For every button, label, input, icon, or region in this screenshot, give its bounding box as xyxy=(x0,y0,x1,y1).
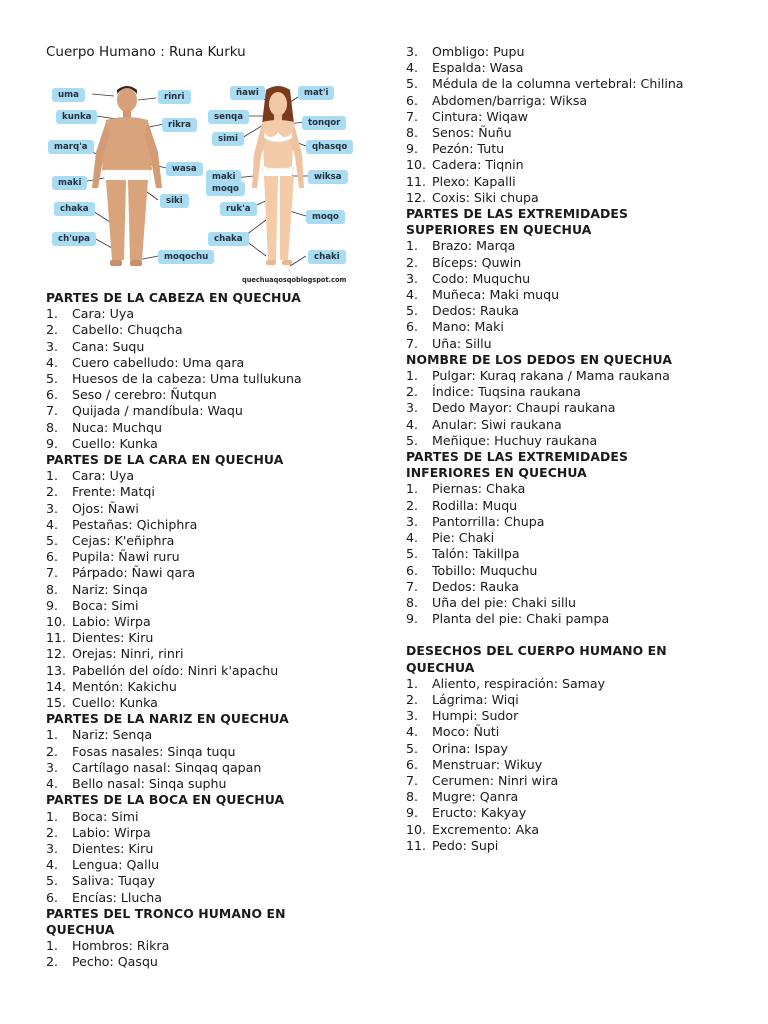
list-item xyxy=(46,663,386,679)
list-item xyxy=(46,517,386,533)
list-item xyxy=(406,287,726,303)
list-item xyxy=(406,384,726,400)
list-item-number: 6. xyxy=(406,562,419,578)
list-item xyxy=(46,695,386,711)
list-item xyxy=(46,403,386,419)
list-item-text: Brazo: Marqa xyxy=(432,238,516,254)
list-item-number: 5. xyxy=(46,873,59,889)
list-item-text: Orina: Ispay xyxy=(432,740,508,756)
list-item-number: 2. xyxy=(406,254,419,270)
list-item-text: Dedos: Rauka xyxy=(432,578,519,594)
list-item-text: Dientes: Kiru xyxy=(72,630,154,646)
list-item-text: Bello nasal: Sinqa suphu xyxy=(72,776,227,792)
list-item-text: Pie: Chaki xyxy=(432,530,495,546)
list-item-text: Coxis: Siki chupa xyxy=(432,189,539,205)
list-item-text: Pupila: Ñawi ruru xyxy=(72,549,180,565)
list-item-text: Muñeca: Maki muqu xyxy=(432,287,560,303)
list-item-number: 5. xyxy=(406,76,419,92)
section-title-cabeza: PARTES DE LA CABEZA EN QUECHUA xyxy=(46,290,301,305)
list-item-number: 10. xyxy=(406,157,427,173)
list-item xyxy=(46,825,386,841)
list-item-number: 9. xyxy=(406,805,419,821)
figure-label-tonqor: tonqor xyxy=(302,116,346,130)
list-item xyxy=(406,708,726,724)
list-item xyxy=(406,93,726,109)
list-item xyxy=(406,563,726,579)
list-item-number: 4. xyxy=(46,354,59,370)
list-item-text: Fosas nasales: Sinqa tuqu xyxy=(72,743,236,759)
list-item xyxy=(406,238,726,254)
list-item xyxy=(46,938,386,954)
figure-label-nawi: ñawi xyxy=(230,86,265,100)
list-item-number: 12. xyxy=(46,646,67,662)
list-item xyxy=(406,530,726,546)
list-item-text: Cerumen: Ninri wira xyxy=(432,772,559,788)
figure-label-wiksa: wiksa xyxy=(308,170,348,184)
list-item-number: 3. xyxy=(406,270,419,286)
list-item-number: 10. xyxy=(406,821,427,837)
list-item-text: Cara: Uya xyxy=(72,468,135,484)
list-item-number: 1. xyxy=(406,675,419,691)
list-item-number: 4. xyxy=(46,516,59,532)
list-item xyxy=(406,303,726,319)
list-item-number: 5. xyxy=(46,533,59,549)
list-item-number: 2. xyxy=(46,743,59,759)
list-item-number: 5. xyxy=(406,546,419,562)
figure-label-siki: siki xyxy=(160,194,189,208)
page-title: Cuerpo Humano : Runa Kurku xyxy=(46,44,246,60)
list-item-text: Labio: Wirpa xyxy=(72,614,151,630)
list-item-text: Mentón: Kakichu xyxy=(72,678,177,694)
figure-label-ruka: ruk'a xyxy=(220,202,257,216)
list-item-text: Pedo: Supi xyxy=(432,837,499,853)
list-item-text: Ojos: Ñawi xyxy=(72,500,139,516)
list-item-number: 4. xyxy=(406,60,419,76)
list-item xyxy=(406,676,726,692)
list-item-number: 4. xyxy=(46,857,59,873)
list-item-text: Uña del pie: Chaki sillu xyxy=(432,594,576,610)
list-item-number: 1. xyxy=(406,238,419,254)
list-item-number: 6. xyxy=(46,889,59,905)
list-item xyxy=(406,805,726,821)
right-column xyxy=(406,44,726,854)
list-item xyxy=(406,174,726,190)
section-title-inferiores-2: INFERIORES EN QUECHUA xyxy=(406,465,587,481)
list-item-number: 2. xyxy=(46,322,59,338)
list-item-number: 7. xyxy=(46,565,59,581)
list-item xyxy=(46,533,386,549)
list-item-number: 3. xyxy=(46,840,59,856)
list-item-number: 1. xyxy=(46,727,59,743)
list-item-number: 2. xyxy=(46,824,59,840)
list-item xyxy=(406,514,726,530)
list-item xyxy=(46,355,386,371)
list-item-number: 5. xyxy=(406,740,419,756)
list-item-number: 4. xyxy=(406,287,419,303)
list-item-text: Nariz: Sinqa xyxy=(72,581,148,597)
list-item-text: Cana: Suqu xyxy=(72,338,145,354)
list-item xyxy=(406,838,726,854)
list-item-number: 3. xyxy=(46,759,59,775)
list-item-text: Quijada / mandíbula: Waqu xyxy=(72,403,243,419)
section-title-superiores-1: PARTES DE LAS EXTREMIDADES xyxy=(406,206,629,222)
list-item xyxy=(46,646,386,662)
list-item xyxy=(406,109,726,125)
figure-label-chaka-male: chaka xyxy=(54,202,95,216)
figure-label-maki-female: maki xyxy=(206,170,241,184)
list-item-text: Meñique: Huchuy raukana xyxy=(432,432,598,448)
list-item-number: 3. xyxy=(406,44,419,59)
list-item xyxy=(46,809,386,825)
list-item-number: 3. xyxy=(406,513,419,529)
figure-label-maki-male: maki xyxy=(52,176,87,190)
list-desechos xyxy=(406,676,726,854)
list-item-number: 1. xyxy=(46,306,59,322)
list-item-number: 9. xyxy=(406,611,419,627)
list-item-number: 1. xyxy=(46,808,59,824)
list-item xyxy=(46,436,386,452)
list-item xyxy=(46,857,386,873)
female-figure xyxy=(252,86,304,265)
list-item-number: 1. xyxy=(406,368,419,384)
figure-label-rikra: rikra xyxy=(162,118,197,132)
list-item-text: Cuero cabelludo: Uma qara xyxy=(72,354,245,370)
list-item xyxy=(406,611,726,627)
list-item-number: 14. xyxy=(46,678,67,694)
list-item-number: 3. xyxy=(46,500,59,516)
list-item xyxy=(46,727,386,743)
list-item-number: 9. xyxy=(46,435,59,451)
list-item-text: Dientes: Kiru xyxy=(72,840,154,856)
list-item-text: Cintura: Wiqaw xyxy=(432,108,529,124)
list-item xyxy=(46,890,386,906)
list-item xyxy=(406,190,726,206)
list-item-number: 7. xyxy=(406,335,419,351)
list-item xyxy=(46,954,386,970)
list-item-number: 6. xyxy=(406,92,419,108)
list-item-text: Pantorrilla: Chupa xyxy=(432,513,545,529)
list-item-number: 8. xyxy=(406,125,419,141)
list-item-number: 2. xyxy=(406,691,419,707)
list-item xyxy=(406,692,726,708)
figure-label-qhasqo: qhasqo xyxy=(306,140,353,154)
list-item-text: Talón: Takillpa xyxy=(432,546,520,562)
list-item-number: 7. xyxy=(406,578,419,594)
list-item xyxy=(406,789,726,805)
figure-label-moqo-female-1: moqo xyxy=(206,182,245,196)
list-item xyxy=(406,579,726,595)
list-item xyxy=(46,873,386,889)
list-item xyxy=(406,724,726,740)
list-item xyxy=(46,501,386,517)
section-title-cara: PARTES DE LA CARA EN QUECHUA xyxy=(46,452,284,468)
list-item-text: Cuello: Kunka xyxy=(72,695,158,711)
list-item-text: Eructo: Kakyay xyxy=(432,805,527,821)
left-column xyxy=(46,290,386,971)
list-item-number: 8. xyxy=(46,419,59,435)
list-inferiores xyxy=(406,481,726,627)
list-item xyxy=(406,60,726,76)
list-cara xyxy=(46,468,386,711)
figure-label-chaka-female: chaka xyxy=(208,232,249,246)
list-item xyxy=(406,498,726,514)
list-item xyxy=(406,400,726,416)
section-title-tronco-1: PARTES DEL TRONCO HUMANO EN xyxy=(46,905,286,921)
list-item xyxy=(46,582,386,598)
list-item-number: 7. xyxy=(406,772,419,788)
list-item-text: Plexo: Kapalli xyxy=(432,173,516,189)
list-item-text: Pulgar: Kuraq rakana / Mama raukana xyxy=(432,368,670,384)
list-item xyxy=(46,484,386,500)
list-item xyxy=(406,255,726,271)
list-item-text: Dedo Mayor: Chaupi raukana xyxy=(432,400,616,416)
list-item-number: 6. xyxy=(46,387,59,403)
list-item xyxy=(46,776,386,792)
list-item-number: 6. xyxy=(406,756,419,772)
figure-label-marqa: marq'a xyxy=(48,140,94,154)
list-item-text: Encías: Llucha xyxy=(72,889,163,905)
list-item xyxy=(46,387,386,403)
list-tronco-part-1 xyxy=(46,938,386,970)
list-item-number: 5. xyxy=(406,432,419,448)
list-cabeza xyxy=(46,306,386,452)
list-item-text: Espalda: Wasa xyxy=(432,60,524,76)
list-item-number: 13. xyxy=(46,662,67,678)
list-item-text: Pestañas: Qichiphra xyxy=(72,516,198,532)
list-item-number: 4. xyxy=(406,530,419,546)
figure-label-uma: uma xyxy=(52,88,85,102)
list-item xyxy=(406,44,726,60)
list-dedos xyxy=(406,368,726,449)
list-item xyxy=(46,598,386,614)
list-item-text: Cuello: Kunka xyxy=(72,435,158,451)
list-item-number: 7. xyxy=(406,108,419,124)
list-item-number: 11. xyxy=(406,837,427,853)
list-item-text: Párpado: Ñawi qara xyxy=(72,565,196,581)
list-item-text: Huesos de la cabeza: Uma tullukuna xyxy=(72,371,302,387)
list-item xyxy=(406,368,726,384)
list-item-text: Cartílago nasal: Sinqaq qapan xyxy=(72,759,262,775)
list-item xyxy=(46,322,386,338)
list-item-number: 12. xyxy=(406,189,427,205)
list-item xyxy=(406,741,726,757)
list-item-text: Saliva: Tuqay xyxy=(72,873,156,889)
list-item-number: 3. xyxy=(406,400,419,416)
list-item-text: Anular: Siwi raukana xyxy=(432,416,562,432)
list-item-text: Lágrima: Wiqi xyxy=(432,691,519,707)
section-title-nariz: PARTES DE LA NARIZ EN QUECHUA xyxy=(46,711,289,727)
list-tronco-part-2 xyxy=(406,44,726,206)
list-item-text: Abdomen/barriga: Wiksa xyxy=(432,92,588,108)
list-item-text: Rodilla: Muqu xyxy=(432,497,518,513)
section-title-boca: PARTES DE LA BOCA EN QUECHUA xyxy=(46,792,285,808)
list-item xyxy=(46,679,386,695)
list-item xyxy=(406,271,726,287)
list-item xyxy=(46,760,386,776)
list-item-text: Uña: Sillu xyxy=(432,335,492,351)
section-title-desechos-1: DESECHOS DEL CUERPO HUMANO EN xyxy=(406,643,667,659)
list-item-text: Mano: Maki xyxy=(432,319,504,335)
list-item xyxy=(406,773,726,789)
list-item-number: 2. xyxy=(46,954,59,970)
list-item xyxy=(46,339,386,355)
list-item-number: 5. xyxy=(406,303,419,319)
list-item-text: Aliento, respiración: Samay xyxy=(432,675,606,691)
list-item-text: Dedos: Rauka xyxy=(432,303,519,319)
list-item xyxy=(406,757,726,773)
list-item-text: Cejas: K'eñiphra xyxy=(72,533,175,549)
list-item-number: 11. xyxy=(406,173,427,189)
figure-label-kunka: kunka xyxy=(56,110,97,124)
list-item xyxy=(46,614,386,630)
figure-label-wasa: wasa xyxy=(166,162,203,176)
list-item-text: Lengua: Qallu xyxy=(72,857,160,873)
list-item-number: 15. xyxy=(46,695,67,711)
list-item-number: 4. xyxy=(46,776,59,792)
list-boca xyxy=(46,809,386,906)
list-item-text: Cadera: Tiqnin xyxy=(432,157,524,173)
list-item-number: 1. xyxy=(46,938,59,954)
list-item-number: 2. xyxy=(46,484,59,500)
figure-label-moqochu: moqochu xyxy=(158,250,214,264)
section-title-superiores-2: SUPERIORES EN QUECHUA xyxy=(406,222,592,238)
section-title-desechos-2: QUECHUA xyxy=(406,659,475,675)
list-item xyxy=(406,417,726,433)
list-item-text: Planta del pie: Chaki pampa xyxy=(432,611,610,627)
list-item xyxy=(46,468,386,484)
list-item xyxy=(46,371,386,387)
list-item-text: Menstruar: Wikuy xyxy=(432,756,543,772)
list-item-number: 6. xyxy=(406,319,419,335)
list-item-text: Labio: Wirpa xyxy=(72,824,151,840)
list-item-text: Orejas: Ninri, rinri xyxy=(72,646,184,662)
list-item-text: Moco: Ñuti xyxy=(432,724,500,740)
list-item-number: 1. xyxy=(406,481,419,497)
list-item xyxy=(406,319,726,335)
list-item-text: Ombligo: Pupu xyxy=(432,44,525,59)
section-title-dedos: NOMBRE DE LOS DEDOS EN QUECHUA xyxy=(406,351,673,367)
list-item-text: Senos: Ñuñu xyxy=(432,125,512,141)
list-item-number: 2. xyxy=(406,497,419,513)
figure-label-chupa: ch'upa xyxy=(52,232,96,246)
list-item-text: Cara: Uya xyxy=(72,306,135,322)
list-item xyxy=(406,481,726,497)
list-item-text: Tobillo: Muquchu xyxy=(432,562,538,578)
list-item-text: Mugre: Qanra xyxy=(432,789,519,805)
list-item-number: 2. xyxy=(406,384,419,400)
list-item-text: Seso / cerebro: Ñutqun xyxy=(72,387,217,403)
list-item xyxy=(406,157,726,173)
list-item xyxy=(406,822,726,838)
list-item-text: Codo: Muquchu xyxy=(432,270,531,286)
list-item xyxy=(46,565,386,581)
list-item-text: Frente: Matqi xyxy=(72,484,155,500)
list-item-number: 9. xyxy=(46,597,59,613)
list-item-number: 7. xyxy=(46,403,59,419)
list-item-text: Piernas: Chaka xyxy=(432,481,526,497)
list-item xyxy=(406,125,726,141)
figure-credit: quechuaqosqoblogspot.com xyxy=(242,276,347,284)
list-item-number: 4. xyxy=(406,724,419,740)
list-item-number: 3. xyxy=(406,708,419,724)
list-item-text: Bíceps: Quwin xyxy=(432,254,522,270)
figure-label-senqa: senqa xyxy=(208,110,249,124)
list-item-text: Boca: Simi xyxy=(72,597,139,613)
list-item xyxy=(46,306,386,322)
list-item-number: 4. xyxy=(406,416,419,432)
list-item xyxy=(46,744,386,760)
list-item-text: Boca: Simi xyxy=(72,808,139,824)
list-item-number: 8. xyxy=(406,594,419,610)
list-item xyxy=(406,141,726,157)
list-item-number: 9. xyxy=(406,141,419,157)
list-item-text: Pezón: Tutu xyxy=(432,141,505,157)
list-item-text: Médula de la columna vertebral: Chilina xyxy=(432,76,684,92)
list-item-text: Cabello: Chuqcha xyxy=(72,322,183,338)
list-superiores xyxy=(406,238,726,351)
list-item-text: Humpi: Sudor xyxy=(432,708,519,724)
list-item xyxy=(46,630,386,646)
list-item-text: Pabellón del oído: Ninri k'apachu xyxy=(72,662,279,678)
list-item-text: Excremento: Aka xyxy=(432,821,540,837)
list-item-text: Hombros: Rikra xyxy=(72,938,170,954)
figure-label-rinri: rinri xyxy=(158,90,191,104)
male-figure xyxy=(92,86,162,266)
figure-label-mati: mat'i xyxy=(298,86,334,100)
list-item-number: 11. xyxy=(46,630,67,646)
list-item xyxy=(46,841,386,857)
list-item xyxy=(406,336,726,352)
list-item xyxy=(406,76,726,92)
list-item-number: 8. xyxy=(46,581,59,597)
figure-label-moqo-female-2: moqo xyxy=(306,210,345,224)
list-item xyxy=(46,549,386,565)
figure-label-simi: simi xyxy=(212,132,244,146)
list-item-number: 3. xyxy=(46,338,59,354)
list-item-text: Pecho: Qasqu xyxy=(72,954,158,970)
list-item-text: Índice: Tuqsina raukana xyxy=(432,384,581,400)
body-parts-figure xyxy=(46,80,364,288)
list-item-text: Nuca: Muchqu xyxy=(72,419,163,435)
list-nariz xyxy=(46,727,386,792)
list-item-number: 10. xyxy=(46,614,67,630)
list-item xyxy=(406,546,726,562)
list-item-number: 1. xyxy=(46,468,59,484)
list-item-number: 5. xyxy=(46,371,59,387)
list-item-text: Nariz: Senqa xyxy=(72,727,153,743)
section-title-tronco-2: QUECHUA xyxy=(46,921,115,937)
list-item-number: 8. xyxy=(406,789,419,805)
list-item xyxy=(406,595,726,611)
section-title-inferiores-1: PARTES DE LAS EXTREMIDADES xyxy=(406,449,629,465)
list-item xyxy=(406,433,726,449)
figure-label-chaki: chaki xyxy=(308,250,346,264)
list-item-number: 6. xyxy=(46,549,59,565)
list-item xyxy=(46,420,386,436)
